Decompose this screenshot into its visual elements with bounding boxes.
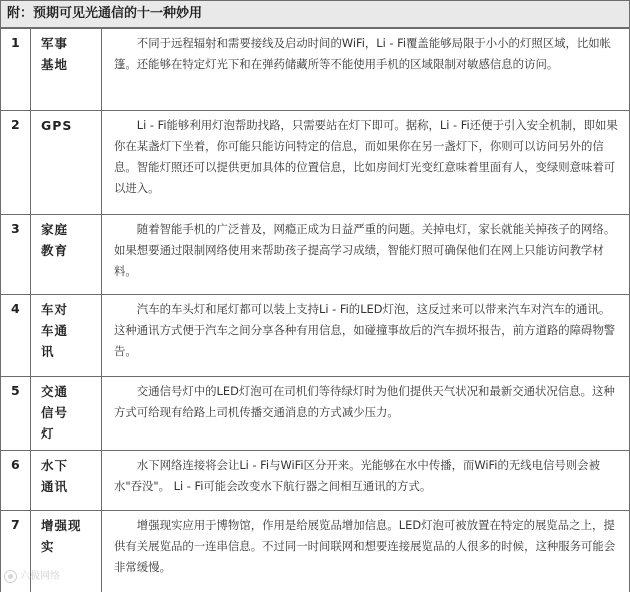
row-title-line: 通讯 xyxy=(41,479,69,494)
row-description: Li - Fi能够利用灯泡帮助找路，只需要站在灯下即可。据称，Li - Fi还便于引入安全机制，即如果你在某盏灯下坐着，你可能只能访问特定的信息，而如果你在另一盏灯下，你则可以访问另外的信息。智能灯照还可以提供更加具体的位置信息，比如房间灯光变红意味着里面有人，变绿则意味着可以进入。 xyxy=(102,111,630,215)
row-title xyxy=(31,295,102,377)
table-row xyxy=(1,295,630,377)
row-title-line: 水下 xyxy=(41,458,69,473)
watermark-text: 六极网络 xyxy=(20,571,60,582)
watermark xyxy=(4,567,60,583)
watermark-logo-icon xyxy=(4,570,17,583)
row-title-line: 车通 xyxy=(41,323,69,338)
row-title-line: 增强现 xyxy=(41,518,82,533)
row-description: 汽车的车头灯和尾灯都可以装上支持Li - Fi的LED灯泡，这反过来可以带来汽车对汽车的通讯。这种通讯方式便于汽车之间分享各种有用信息，如碰撞事故后的汽车损坏报告，前方道路的障碍物警告。 xyxy=(102,295,630,377)
row-title-line: 基地 xyxy=(41,57,69,72)
row-title-line: 信号 xyxy=(41,405,69,420)
row-description: 不同于远程辐射和需要接线及启动时间的WiFi，Li - Fi覆盖能够局限于小小的灯照区域，比如帐篷。还能够在特定灯光下和在弹药储藏所等不能使用手机的区域限制对敏感信息的访问。 xyxy=(102,29,630,111)
row-title-line: 灯 xyxy=(41,426,55,441)
row-title-line: 实 xyxy=(41,539,55,554)
row-number: 4 xyxy=(1,295,31,377)
row-title xyxy=(31,377,102,451)
row-title-line: 车对 xyxy=(41,302,69,317)
row-number: 2 xyxy=(1,111,31,215)
table-caption: 附：预期可见光通信的十一种妙用 xyxy=(0,0,630,28)
row-title xyxy=(31,29,102,111)
row-description: 增强现实应用于博物馆，作用是给展览品增加信息。LED灯泡可被放置在特定的展览品之上，提供有关展览品的一连串信息。不过同一时间联网和想要连接展览品的人很多的时候，这种服务可能会非常缓慢。 xyxy=(102,511,630,592)
table-row xyxy=(1,511,630,592)
row-title xyxy=(31,215,102,295)
table-row xyxy=(1,29,630,111)
row-number: 7 xyxy=(1,511,31,592)
row-title-line: 家庭 xyxy=(41,222,69,237)
row-number: 1 xyxy=(1,29,31,111)
row-title-line: 军事 xyxy=(41,36,69,51)
row-description: 水下网络连接将会让Li - Fi与WiFi区分开来。光能够在水中传播，而WiFi的无线电信号则会被水"吞没"。 Li - Fi可能会改变水下航行器之间相互通讯的方式。 xyxy=(102,451,630,511)
row-title xyxy=(31,111,102,215)
table-row xyxy=(1,215,630,295)
row-number: 3 xyxy=(1,215,31,295)
row-title-line: 交通 xyxy=(41,384,69,399)
row-title xyxy=(31,451,102,511)
row-title-line: GPS xyxy=(41,118,73,133)
table-row xyxy=(1,377,630,451)
table-row xyxy=(1,451,630,511)
row-number: 5 xyxy=(1,377,31,451)
row-description: 交通信号灯中的LED灯泡可在司机们等待绿灯时为他们提供天气状况和最新交通状况信息。这种方式可给现有给路上司机传播交通消息的方式减少压力。 xyxy=(102,377,630,451)
applications-table xyxy=(0,28,630,592)
table-body xyxy=(1,29,630,592)
row-number: 6 xyxy=(1,451,31,511)
table-row xyxy=(1,111,630,215)
row-title-line: 教育 xyxy=(41,243,69,258)
row-title-line: 讯 xyxy=(41,344,55,359)
row-description: 随着智能手机的广泛普及，网瘾正成为日益严重的问题。关掉电灯，家长就能关掉孩子的网络。如果想要通过限制网络使用来帮助孩子提高学习成绩，智能灯照可确保他们在网上只能访问教学材料。 xyxy=(102,215,630,295)
